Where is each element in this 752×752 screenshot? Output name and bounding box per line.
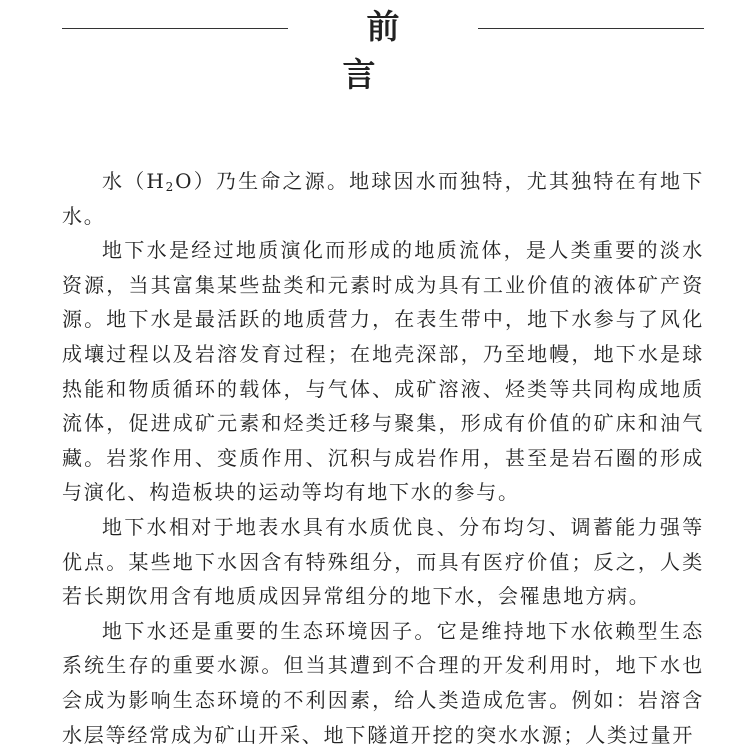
paragraph-1-pre: 水（ bbox=[102, 169, 147, 193]
formula-rest: O bbox=[175, 169, 194, 193]
header-rule-right bbox=[478, 28, 704, 29]
paragraph-1 bbox=[62, 164, 704, 233]
header-rule-left bbox=[62, 28, 288, 29]
water-formula bbox=[146, 169, 193, 193]
paragraph-1-post: ）乃生命之源。地球因水而独特，尤其独特在有地下水。 bbox=[62, 169, 704, 228]
page-title: 前 言 bbox=[342, 7, 448, 94]
paragraph-4: 地下水还是重要的生态环境因子。它是维持地下水依赖型生态系统生存的重要水源。但当其遭到不合理的开发利用时，地下水也会成为影响生态环境的不利因素，给人类造成危害。例如：岩溶含水层等经常成为矿山开采、地下隧道开挖的突水水源；人类过量开 bbox=[62, 618, 704, 747]
paragraph-3: 地下水相对于地表水具有水质优良、分布均匀、调蓄能力强等优点。某些地下水因含有特殊组分，而具有医疗价值；反之，人类若长期饮用含有地质成因异常组分的地下水，会罹患地方病。 bbox=[62, 514, 704, 609]
section-header bbox=[0, 0, 752, 94]
formula-subscript: 2 bbox=[165, 180, 176, 194]
formula-base: H bbox=[146, 169, 166, 193]
preface-body bbox=[62, 164, 704, 752]
paragraph-2: 地下水是经过地质演化而形成的地质流体，是人类重要的淡水资源，当其富集某些盐类和元素时成为具有工业价值的液体矿产资源。地下水是最活跃的地质营力，在表生带中，地下水参与了风化成壤过程以及岩溶发育过程；在地壳深部，乃至地幔，地下水是球热能和物质循环的载体，与气体、成矿溶液、烃类等共同构成地质流体，促进成矿元素和烃类迁移与聚集，形成有价值的矿床和油气藏。岩浆作用、变质作用、沉积与成岩作用，甚至是岩石圈的形成与演化、构造板块的运动等均有地下水的参与。 bbox=[62, 238, 704, 505]
